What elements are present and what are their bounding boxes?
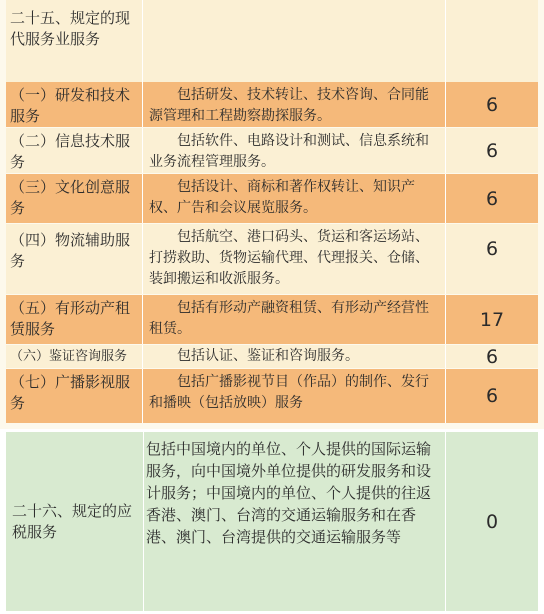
column-divider bbox=[143, 432, 144, 611]
section-header-row bbox=[6, 0, 538, 82]
row-rate: 6 bbox=[485, 93, 499, 116]
row-description: 包括广播影视节目（作品）的制作、发行和播映（包括放映）服务 bbox=[149, 374, 429, 411]
table-row bbox=[6, 82, 538, 127]
row-category: （七）广播影视服务 bbox=[10, 373, 131, 412]
row-description: 包括有形动产融资租赁、有形动产经营性租赁。 bbox=[149, 300, 429, 337]
column-divider bbox=[142, 224, 143, 294]
column-divider bbox=[142, 0, 143, 82]
row-description: 包括设计、商标和著作权转让、知识产权、广告和会议展览服务。 bbox=[149, 179, 415, 216]
column-divider bbox=[142, 128, 143, 173]
row-description: 包括认证、鉴证和咨询服务。 bbox=[177, 348, 359, 364]
row-category: （五）有形动产租赁服务 bbox=[10, 299, 131, 338]
row-category: （二）信息技术服务 bbox=[10, 132, 131, 171]
row-rate: 6 bbox=[485, 187, 499, 210]
section-header-rate bbox=[446, 0, 538, 82]
row-rate: 6 bbox=[485, 238, 499, 260]
table-row bbox=[6, 128, 538, 173]
column-divider bbox=[445, 128, 446, 173]
row-rate: 6 bbox=[485, 385, 499, 407]
zero-rate-category: 二十六、规定的应税服务 bbox=[12, 501, 133, 541]
table-row bbox=[6, 224, 538, 294]
row-category: （六）鉴证咨询服务 bbox=[10, 349, 128, 364]
table-row bbox=[6, 295, 538, 344]
column-divider bbox=[142, 369, 143, 423]
column-divider bbox=[445, 82, 446, 127]
column-divider bbox=[142, 174, 143, 223]
row-description: 包括航空、港口码头、货运和客运场站、打捞救助、货物运输代理、代理报关、仓储、装卸搬运和收派服务。 bbox=[149, 229, 429, 287]
column-divider bbox=[142, 82, 143, 127]
column-divider bbox=[445, 295, 446, 344]
section-header-description bbox=[143, 0, 445, 82]
row-category: （四）物流辅助服务 bbox=[10, 231, 131, 270]
row-category: （一）研发和技术服务 bbox=[10, 86, 131, 125]
section-header-category: 二十五、规定的现代服务业服务 bbox=[10, 9, 131, 48]
column-divider bbox=[445, 369, 446, 423]
row-description: 包括研发、技术转让、技术咨询、合同能源管理和工程勘察勘探服务。 bbox=[149, 87, 429, 124]
column-divider bbox=[445, 0, 446, 82]
zero-rate-section bbox=[0, 429, 544, 614]
zero-rate-description: 包括中国境内的单位、个人提供的国际运输服务，向中国境外单位提供的研发服务和设计服务；中国境内的单位、个人提供的往返香港、澳门、台湾的交通运输服务和在香港、澳门、台湾提供的交通运输服务等 bbox=[146, 440, 432, 546]
row-rate: 6 bbox=[485, 345, 499, 368]
column-divider bbox=[445, 345, 446, 368]
column-divider bbox=[142, 345, 143, 368]
table-row bbox=[6, 174, 538, 223]
row-rate: 17 bbox=[479, 308, 505, 331]
table-row bbox=[6, 369, 538, 423]
row-rate: 6 bbox=[485, 139, 499, 162]
row-category: （三）文化创意服务 bbox=[10, 178, 131, 217]
row-description: 包括软件、电路设计和测试、信息系统和业务流程管理服务。 bbox=[149, 133, 429, 170]
column-divider bbox=[445, 224, 446, 294]
zero-rate-row bbox=[6, 432, 538, 611]
table-row bbox=[6, 345, 538, 368]
zero-rate-value: 0 bbox=[485, 510, 499, 533]
column-divider bbox=[142, 295, 143, 344]
column-divider bbox=[445, 174, 446, 223]
